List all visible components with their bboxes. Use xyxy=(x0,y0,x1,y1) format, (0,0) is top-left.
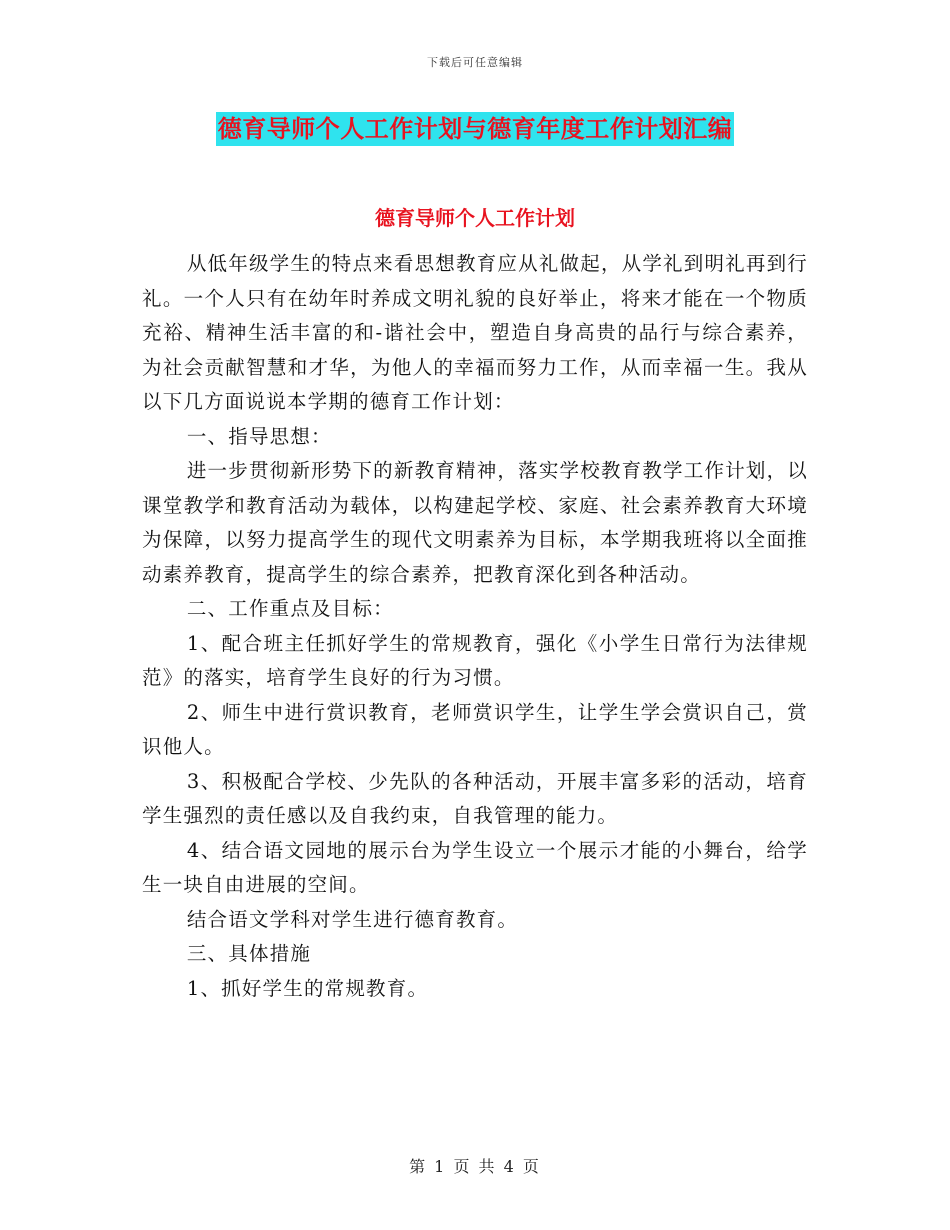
heading-key-goals: 二、工作重点及目标： xyxy=(186,597,394,620)
list-item-goal-3: 3、积极配合学校、少先队的各种活动，开展丰富多彩的活动，培育学生强烈的责任感以及自我约束，自我管理的能力。 xyxy=(142,769,808,827)
paragraph-guiding-thought: 进一步贯彻新形势下的新教育精神，落实学校教育教学工作计划，以课堂教学和教育活动为载体，以构建起学校、家庭、社会素养教育大环境为保障，以努力提高学生的现代文明素养为目标，本学期我班将以全面推动素养教育，提高学生的综合素养，把教育深化到各种活动。 xyxy=(142,459,808,586)
list-item-measure-1: 1、抓好学生的常规教育。 xyxy=(186,976,429,1000)
paragraph-chinese-subject: 结合语文学科对学生进行德育教育。 xyxy=(186,907,519,931)
page-number: 第 1 页 共 4 页 xyxy=(409,1157,541,1176)
header-note: 下载后可任意编辑 xyxy=(427,56,523,69)
main-title: 德育导师个人工作计划与德育年度工作计划汇编 xyxy=(216,112,735,146)
list-item-goal-2: 2、师生中进行赏识教育，老师赏识学生，让学生学会赏识自己，赏识他人。 xyxy=(142,700,808,758)
list-item-goal-1: 1、配合班主任抓好学生的常规教育，强化《小学生日常行为法律规范》的落实，培育学生良好的行为习惯。 xyxy=(142,631,808,689)
main-title-container xyxy=(0,112,950,146)
list-item-goal-4: 4、结合语文园地的展示台为学生设立一个展示才能的小舞台，给学生一块自由进展的空间。 xyxy=(142,838,808,896)
section-title: 德育导师个人工作计划 xyxy=(375,206,575,230)
paragraph-intro: 从低年级学生的特点来看思想教育应从礼做起，从学礼到明礼再到行礼。一个人只有在幼年时养成文明礼貌的良好举止，将来才能在一个物质充裕、精神生活丰富的和-谐社会中，塑造自身高贵的品行与综合素养，为社会贡献智慧和才华，为他人的幸福而努力工作，从而幸福一生。我从以下几方面说说本学期的德育工作计划： xyxy=(142,252,808,413)
heading-guiding-thought: 一、指导思想： xyxy=(186,424,332,448)
heading-measures: 三、具体措施 xyxy=(186,942,312,965)
document-body xyxy=(142,247,808,1006)
